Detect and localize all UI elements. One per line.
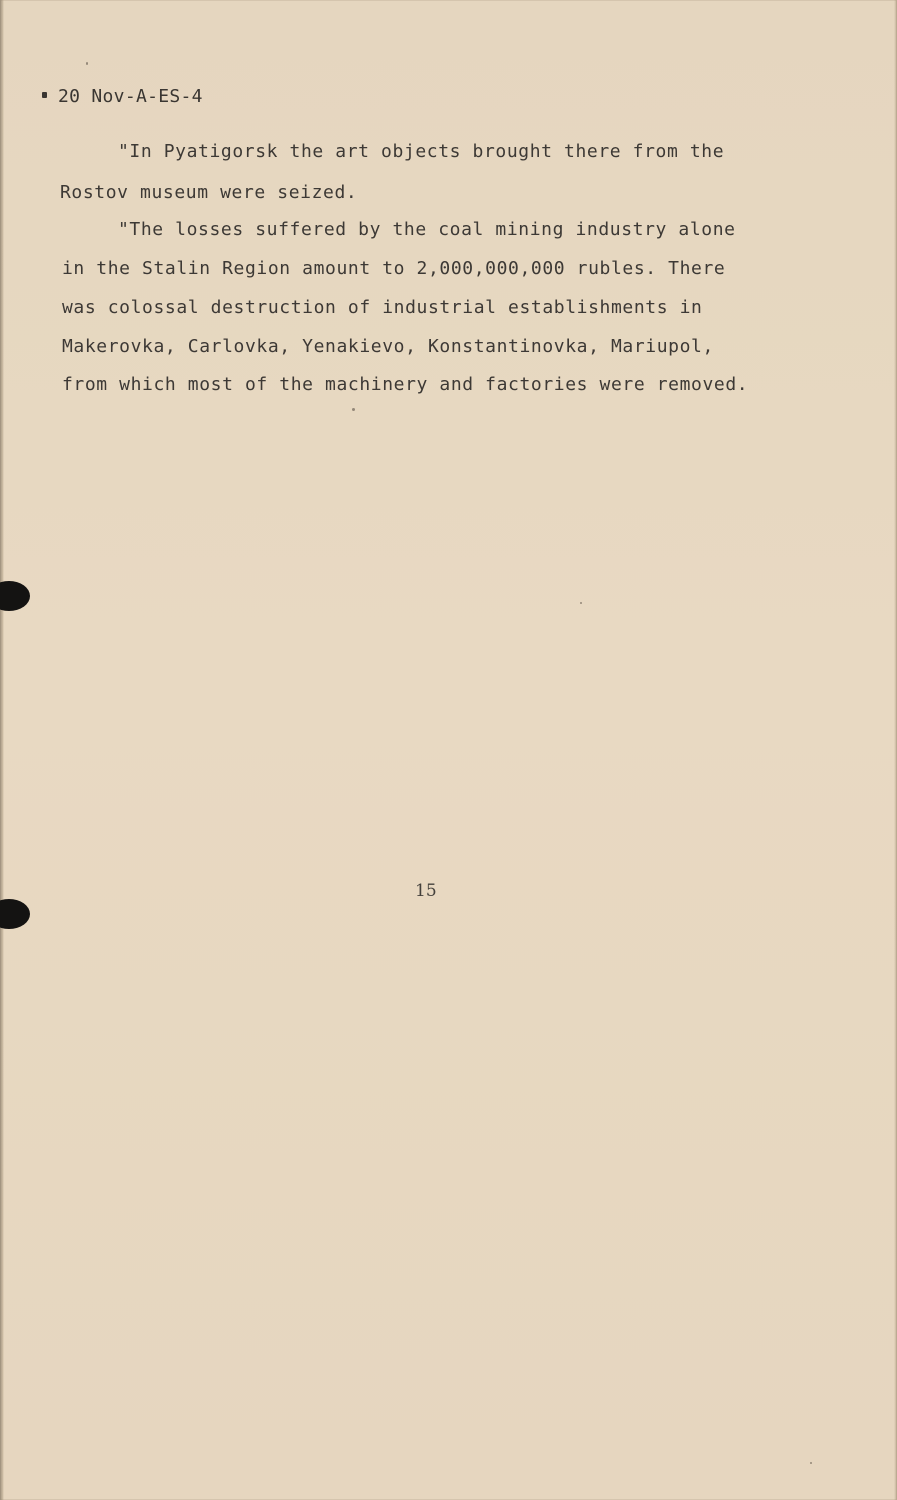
- page-left-edge: [0, 0, 4, 1500]
- body-line-2: Rostov museum were seized.: [60, 182, 358, 203]
- bullet-mark: [42, 92, 47, 98]
- body-line-6: Makerovka, Carlovka, Yenakievo, Konstantinovka, Mariupol,: [62, 336, 714, 357]
- paper-speck: [352, 408, 355, 411]
- document-reference-text: 20 Nov-A-ES-4: [58, 86, 203, 107]
- body-line-5: was colossal destruction of industrial establishments in: [62, 297, 703, 318]
- body-line-4: in the Stalin Region amount to 2,000,000,000 rubles. There: [62, 258, 726, 279]
- body-line-3: "The losses suffered by the coal mining industry alone: [118, 219, 736, 240]
- body-line-7: from which most of the machinery and factories were removed.: [62, 374, 749, 395]
- body-line-1: "In Pyatigorsk the art objects brought there from the: [118, 141, 725, 162]
- paper-speck: [810, 1462, 812, 1464]
- document-reference: [58, 86, 203, 107]
- paper-speck: [580, 602, 582, 604]
- binder-hole-top: [0, 581, 30, 611]
- paper-speck: [86, 62, 88, 65]
- binder-hole-bottom: [0, 899, 30, 929]
- page-number: 15: [415, 881, 437, 901]
